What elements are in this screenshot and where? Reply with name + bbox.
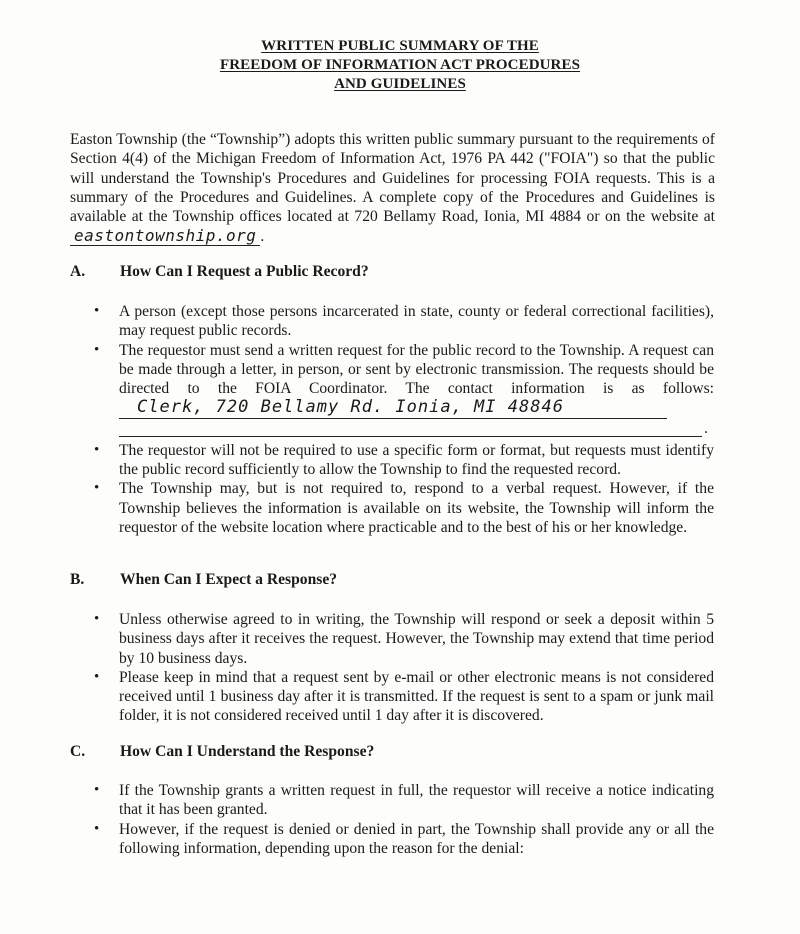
- section-c-letter: C.: [70, 743, 86, 760]
- intro-text: Easton Township (the “Township”) adopts this written public summary pursuant to the requirements of Section 4(4) of the Michigan Freedom of Information Act, 1976 PA 442 ("FOIA") so that the public will understand the Township's Procedures and Guidelines for processing FOIA requests. This is a summary of the Procedures and Guidelines. A complete copy of the Procedures and Guidelines is available at the Township offices located at 720 Bellamy Road, Ionia, MI 4884 or on the website at: [70, 131, 715, 226]
- section-a-heading: [70, 262, 369, 281]
- bullet-icon: •: [94, 480, 100, 497]
- section-b-heading: [70, 570, 337, 589]
- list-item: [92, 479, 714, 537]
- intro-end: .: [260, 228, 265, 246]
- section-b-list: [92, 610, 714, 726]
- section-a-bullet-3: The requestor will not be required to use a specific form or format, but requests must identify the public record sufficiently to allow the Township to find the requested record.: [119, 441, 714, 479]
- bullet-icon: •: [94, 782, 100, 798]
- section-b-bullet-1: Unless otherwise agreed to in writing, the Township will respond or seek a deposit within 5 business days after it receives the request. However, the Township may extend that time period by 10 business days.: [119, 611, 714, 667]
- section-b-bullet-2: Please keep in mind that a request sent by e-mail or other electronic means is not considered received until 1 business day after it is transmitted. If the request is sent to a spam or junk mail folder, it is not considered received until 1 day after it is discovered.: [119, 668, 714, 725]
- list-item: [92, 668, 714, 726]
- section-a-bullet-2: The requestor must send a written request for the public record to the Township. A request can be made through a letter, in person, or sent by electronic transmission. The requests should be directed to the FOIA Coordinator. The contact information is as follows:: [119, 341, 714, 398]
- bullet-icon: •: [94, 611, 100, 627]
- bullet-icon: •: [94, 441, 100, 458]
- contact-line-end: .: [704, 419, 708, 437]
- section-a-list: [92, 302, 714, 537]
- intro-paragraph: [70, 130, 715, 247]
- handwritten-website: eastontownship.org: [70, 226, 260, 246]
- bullet-icon: •: [94, 341, 100, 358]
- list-item: [92, 341, 714, 439]
- document-title: [0, 37, 800, 94]
- section-a-letter: A.: [70, 263, 86, 280]
- section-b-letter: B.: [70, 571, 85, 588]
- section-c-bullet-2: However, if the request is denied or denied in part, the Township shall provide any or all the following information, depending upon the reason for the denial:: [119, 820, 714, 857]
- section-a-bullet-1: A person (except those persons incarcerated in state, county or federal correctional facilities), may request public records.: [119, 303, 714, 340]
- section-b-title: When Can I Expect a Response?: [120, 571, 338, 588]
- list-item: [92, 610, 714, 668]
- list-item: [92, 781, 714, 820]
- title-line-1: WRITTEN PUBLIC SUMMARY OF THE: [261, 38, 539, 54]
- list-item: [92, 441, 714, 480]
- section-c-list: [92, 781, 714, 858]
- section-a-bullet-4: The Township may, but is not required to, respond to a verbal request. However, if the Township believes the information is available on its website, the Township will inform the requestor of the website location where practicable and to the best of his or her knowledge.: [119, 480, 714, 536]
- list-item: [92, 302, 714, 341]
- bullet-icon: •: [94, 303, 100, 319]
- contact-blank-line: [119, 419, 702, 437]
- section-a-title: How Can I Request a Public Record?: [120, 263, 369, 280]
- list-item: [92, 820, 714, 859]
- section-c-title: How Can I Understand the Response?: [120, 743, 375, 760]
- section-c-heading: [70, 742, 374, 761]
- bullet-icon: •: [94, 668, 100, 685]
- title-line-2: FREEDOM OF INFORMATION ACT PROCEDURES: [219, 57, 581, 73]
- handwritten-contact: Clerk, 720 Bellamy Rd. Ionia, MI 48846: [119, 398, 667, 418]
- title-line-3: AND GUIDELINES: [334, 76, 466, 92]
- bullet-icon: •: [94, 820, 100, 837]
- section-c-bullet-1: If the Township grants a written request in full, the requestor will receive a notice indicating that it has been granted.: [119, 782, 714, 819]
